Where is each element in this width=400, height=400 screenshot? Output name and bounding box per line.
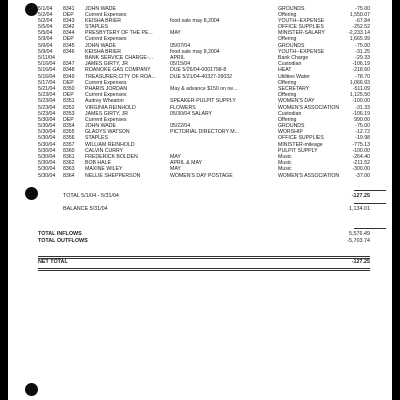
row-payee: Current Expenses: [85, 79, 127, 86]
row-number: 8354: [63, 123, 75, 130]
net-total-row: [38, 259, 370, 266]
row-amount: -252.52: [352, 24, 370, 31]
row-payee: KEISHA BRIER: [85, 48, 122, 55]
binder-hole-middle: [25, 187, 38, 200]
net-total-top-rule: [38, 256, 370, 257]
binder-hole-top: [25, 3, 38, 16]
row-amount: -511.09: [352, 85, 370, 92]
row-amount: -29.33: [355, 55, 370, 61]
row-account: Offering: [278, 92, 297, 99]
row-number: 8343: [63, 17, 75, 24]
row-account: WOMEN'S ASSOCIATION: [278, 172, 340, 179]
row-number: 8357: [63, 141, 75, 148]
row-amount: -75.00: [355, 42, 370, 49]
row-date: 5/9/04: [38, 42, 53, 49]
row-number: 8349: [63, 73, 75, 80]
row-memo: FLOWERS: [170, 104, 196, 111]
row-account: GROUNDS: [278, 42, 305, 49]
row-number: DEP: [63, 36, 74, 43]
row-amount: -100.00: [352, 98, 370, 105]
row-amount: -218.60: [352, 67, 370, 74]
row-date: 5/2/04: [38, 11, 53, 18]
row-amount: -775.13: [352, 141, 370, 148]
row-account: GROUNDS: [278, 5, 305, 12]
row-amount: -75.00: [355, 5, 370, 12]
row-payee: WILLIAM REINHOLD: [85, 141, 135, 148]
row-date: 5/16/04: [38, 61, 56, 68]
row-account: WOMEN'S ASSOCIATION: [278, 104, 340, 111]
row-memo: DUE 5/26/04-0001798-8: [170, 67, 227, 74]
net-total-value: -127.25: [351, 259, 370, 265]
row-amount: -31.25: [355, 48, 370, 55]
row-amount: 1,066.93: [349, 79, 370, 86]
row-number: 8351: [63, 98, 75, 105]
row-number: 8341: [63, 5, 75, 12]
row-memo: APRIL: [170, 55, 185, 61]
row-account: OFFICE SUPPLIES: [278, 24, 324, 31]
row-number: 8363: [63, 166, 75, 173]
row-number: 8364: [63, 172, 75, 179]
row-account: SECRETARY: [278, 85, 310, 92]
row-date: 5/5/04: [38, 30, 53, 37]
row-account: Offering: [278, 116, 297, 123]
row-account: Utilities Water: [278, 73, 310, 80]
row-amount: -37.00: [355, 172, 370, 179]
row-number: DEP: [63, 11, 74, 18]
row-payee: KEISHA BRIER: [85, 17, 122, 24]
row-memo: May & advance $150 on ne...: [170, 85, 238, 92]
row-memo: MAY: [170, 154, 181, 160]
inflows-value: 5,576.49: [349, 231, 370, 237]
row-amount: -19.98: [355, 135, 370, 142]
row-number: DEP: [63, 92, 74, 99]
row-account: Offering: [278, 79, 297, 86]
row-date: 5/23/04: [38, 104, 56, 111]
row-amount: -106.19: [352, 110, 370, 117]
row-payee: STAPLES: [85, 24, 108, 31]
row-account: Bank Charge: [278, 55, 309, 61]
row-account: Offering: [278, 36, 297, 43]
row-memo: food sale may 8,2004: [170, 48, 220, 55]
row-amount: -2,233.14: [348, 30, 370, 37]
row-account: MINISTER-mileage: [278, 141, 323, 148]
row-account: YOUTH--EXPENSE: [278, 48, 325, 55]
row-amount: 1,665.99: [349, 36, 370, 43]
inflows-label: TOTAL INFLOWS: [38, 231, 82, 237]
row-payee: GLADYS WATSON: [85, 129, 130, 136]
row-date: 5/5/04: [38, 24, 53, 31]
row-number: 8350: [63, 85, 75, 92]
row-number: 8361: [63, 154, 75, 160]
row-number: 8355: [63, 129, 75, 136]
row-date: 5/16/04: [38, 73, 56, 80]
row-date: 5/30/04: [38, 123, 56, 130]
row-date: 5/30/04: [38, 166, 56, 173]
outflows-label: TOTAL OUTFLOWS: [38, 238, 88, 244]
row-payee: JOHN WADE: [85, 5, 116, 12]
row-payee: Current Expenses: [85, 92, 127, 99]
row-date: 5/11/04: [38, 55, 55, 61]
period-total-label: TOTAL 5/1/04 - 5/31/04: [63, 193, 119, 199]
inflows-divider: [354, 228, 386, 229]
period-total-value: -127.25: [351, 193, 370, 199]
balance-divider: [354, 203, 386, 204]
row-date: 5/17/04: [38, 79, 56, 86]
row-amount: -100.00: [352, 147, 370, 154]
row-date: 5/23/04: [38, 110, 56, 117]
row-memo: PICTORIAL DIRECTORY M...: [170, 129, 239, 136]
row-number: 8346: [63, 48, 75, 55]
net-total-bottom-rule: [38, 268, 370, 269]
row-date: 5/2/04: [38, 17, 53, 24]
row-memo: APRIL & MAY: [170, 160, 202, 167]
row-memo: WOMEN'S DAY POSTAGE: [170, 172, 233, 179]
row-account: Music: [278, 154, 292, 160]
row-payee: Current Expenses: [85, 11, 127, 18]
row-memo: DUE 5/21/04-40327-26032: [170, 73, 233, 80]
row-number: 8356: [63, 135, 75, 142]
row-account: HEAT: [278, 67, 292, 74]
row-memo: MAY: [170, 166, 181, 173]
balance-value: 1,134.01: [349, 206, 370, 212]
row-date: 5/23/04: [38, 98, 56, 105]
row-amount: -31.33: [355, 104, 370, 111]
row-account: WOMEN'S DAY: [278, 98, 315, 105]
row-amount: -67.84: [355, 17, 370, 24]
ledger-page: [8, 0, 392, 400]
row-memo: SPEAKER-PULPIT SUPPLY: [170, 98, 236, 105]
row-account: GROUNDS: [278, 123, 305, 130]
row-date: 5/23/04: [38, 92, 56, 99]
row-payee: Current Expenses: [85, 36, 127, 43]
row-account: OFFICE SUPPLIES: [278, 135, 324, 142]
row-payee: BOB HALE: [85, 160, 111, 167]
row-account: Offering: [278, 11, 297, 18]
row-date: 5/30/04: [38, 129, 56, 136]
row-date: 5/21/04: [38, 85, 56, 92]
balance-label: BALANCE 5/31/04: [63, 206, 108, 212]
row-date: 5/30/04: [38, 154, 56, 160]
row-payee: STAPLES: [85, 135, 108, 142]
row-memo: food sale may 8,2004: [170, 17, 220, 24]
row-payee: JOHN WADE: [85, 123, 116, 130]
row-account: Music: [278, 166, 292, 173]
row-amount: 1,550.07: [349, 11, 370, 18]
row-number: 8353: [63, 110, 75, 117]
row-number: 8362: [63, 160, 75, 167]
row-date: 5/1/04: [38, 5, 53, 12]
row-date: 5/16/04: [38, 67, 56, 74]
row-date: 5/30/04: [38, 135, 56, 142]
balance-row: [38, 206, 370, 213]
row-amount: -106.19: [352, 61, 370, 68]
row-date: 5/30/04: [38, 172, 56, 179]
row-payee: MAXINE WILEY: [85, 166, 123, 173]
inflows-row: [38, 231, 370, 238]
row-payee: ROANOKE GAS COMPANY: [85, 67, 151, 74]
binder-hole-bottom: [25, 383, 38, 396]
outflows-row: [38, 238, 370, 245]
row-account: WORSHIP: [278, 129, 303, 136]
row-date: 5/30/04: [38, 160, 56, 167]
row-account: Custodian: [278, 61, 302, 68]
row-memo: 05/07/04: [170, 42, 191, 49]
row-payee: PRESBYTERY OF THE PE...: [85, 30, 153, 37]
row-payee: JAMES GIRTY, JR: [85, 61, 129, 68]
row-date: 5/30/04: [38, 141, 56, 148]
row-payee: NELLIE SHEPPERSON: [85, 172, 141, 179]
row-number: 8360: [63, 147, 75, 154]
row-amount: -12.72: [355, 129, 370, 136]
row-payee: FREDERICK BOLDEN: [85, 154, 138, 160]
period-total-row: [38, 193, 370, 200]
amount-divider: [354, 190, 386, 191]
row-number: 8342: [63, 24, 75, 31]
transaction-row: [38, 173, 372, 179]
row-amount: -211.52: [352, 160, 370, 167]
row-payee: BANK SERVICE CHARGE-...: [85, 55, 153, 61]
row-amount: 1,125.50: [349, 92, 370, 99]
row-date: 5/9/04: [38, 48, 53, 55]
row-memo: MAY: [170, 30, 181, 37]
row-amount: -78.70: [355, 73, 370, 80]
row-number: 8344: [63, 30, 75, 37]
row-payee: TREASURER,CITY OF ROA...: [85, 73, 156, 80]
net-total-label: NET TOTAL: [38, 259, 68, 265]
row-number: DEP: [63, 116, 74, 123]
row-number: 8352: [63, 104, 75, 111]
row-payee: Current Expenses: [85, 116, 127, 123]
row-account: YOUTH--EXPENSE: [278, 17, 325, 24]
row-account: PULPIT SUPPLY: [278, 147, 318, 154]
row-payee: PHARIS JORDAN: [85, 85, 128, 92]
row-number: 8348: [63, 67, 75, 74]
row-date: 5/9/04: [38, 36, 53, 43]
row-memo: 05/15/04: [170, 61, 191, 68]
row-memo: 05/30/04 SALARY: [170, 110, 213, 117]
row-payee: Audrey Wheaton: [85, 98, 124, 105]
row-account: MINISTER-SALARY: [278, 30, 325, 37]
row-number: 8345: [63, 42, 75, 49]
row-amount: 990.00: [354, 116, 370, 123]
row-memo: 05/22/04: [170, 123, 191, 130]
row-amount: -75.00: [355, 123, 370, 130]
row-date: 5/30/04: [38, 147, 56, 154]
transaction-table: [38, 6, 372, 179]
row-account: Music: [278, 160, 292, 167]
row-payee: JOHN WADE: [85, 42, 116, 49]
outflows-value: -5,703.74: [347, 238, 370, 244]
row-payee: VIRGINIA REINHOLD: [85, 104, 136, 111]
row-payee: JAMES GIRTY, JR: [85, 110, 129, 117]
row-number: DEP: [63, 79, 74, 86]
row-account: Custodian: [278, 110, 302, 117]
row-number: 8347: [63, 61, 75, 68]
row-payee: CALVIN CURRY: [85, 147, 124, 154]
row-amount: -264.40: [352, 154, 370, 160]
row-amount: -300.00: [352, 166, 370, 173]
row-date: 5/30/04: [38, 116, 56, 123]
